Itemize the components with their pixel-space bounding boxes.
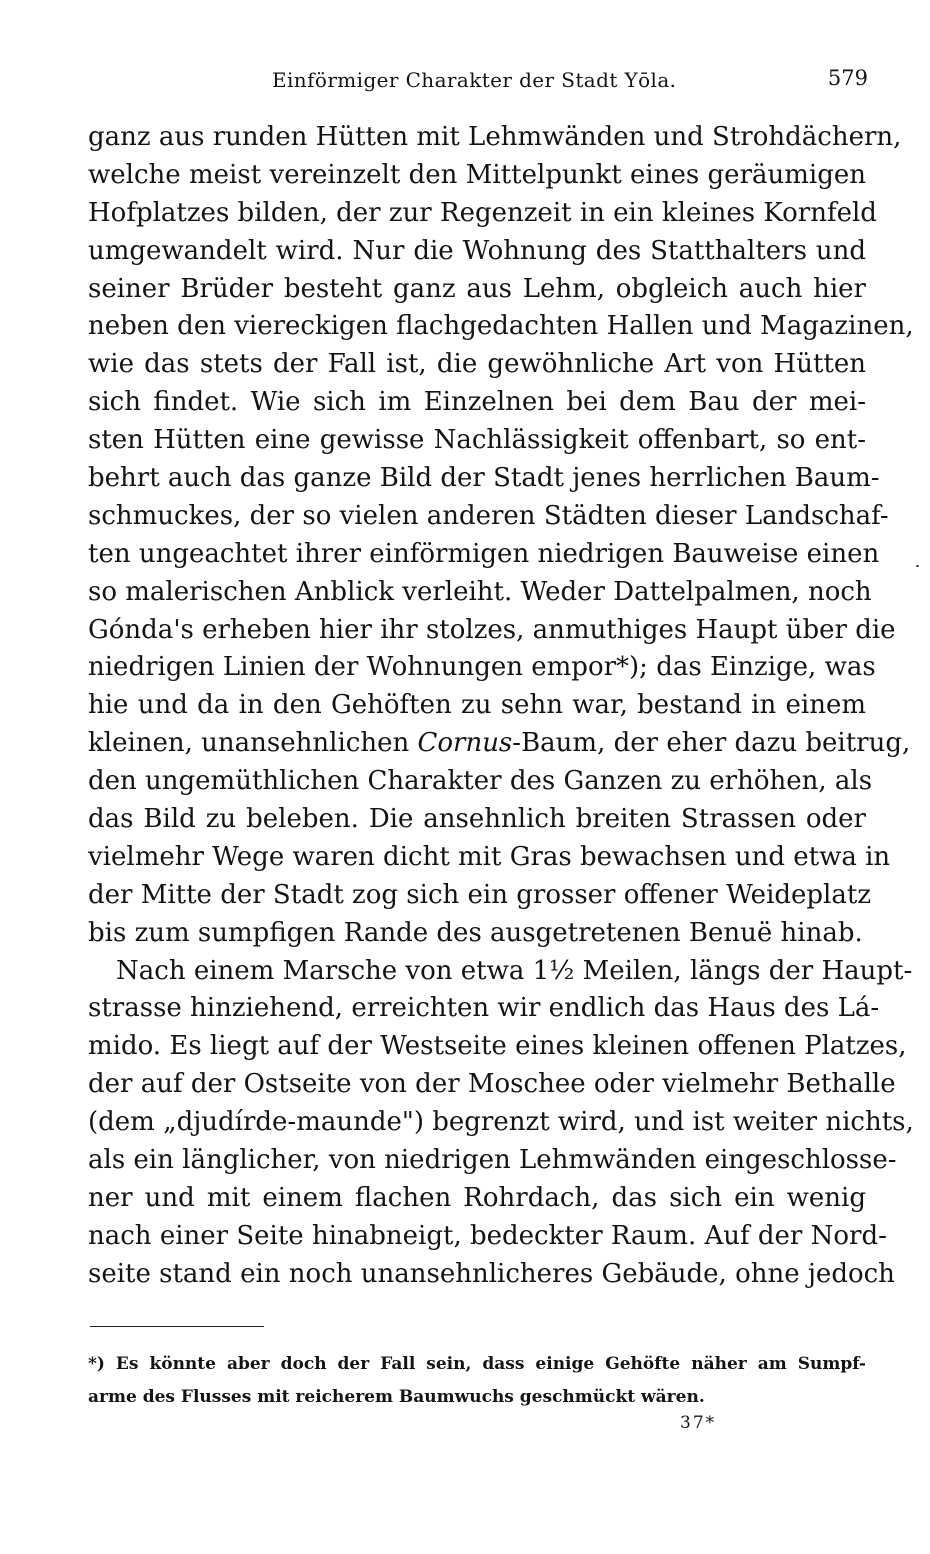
- text-line: Gónda's erheben hier ihr stolzes, anmuthiges Haupt über die: [88, 614, 896, 645]
- footnote-line: *) Es könnte aber doch der Fall sein, dass einige Gehöfte näher am Sumpf-: [88, 1354, 866, 1374]
- text-line: niedrigen Linien der Wohnungen empor*); das Einzige, was: [88, 652, 876, 683]
- text-line: nach einer Seite hinabneigt, bedeckter Raum. Auf der Nord-: [88, 1220, 887, 1251]
- paragraph-end-line: bis zum sumpfigen Rande des ausgetretenen Benuë hinab.: [88, 917, 863, 948]
- print-speck: [916, 565, 919, 567]
- footnote: [88, 1348, 866, 1414]
- text-line: sten Hütten eine gewisse Nachlässigkeit offenbart, so ent-: [88, 425, 866, 456]
- footnote-divider: [90, 1326, 264, 1327]
- text-line: als ein länglicher, von niedrigen Lehmwänden eingeschlosse-: [88, 1145, 897, 1176]
- text-segment: kleinen, unansehnlichen: [88, 728, 418, 759]
- text-line: umgewandelt wird. Nur die Wohnung des Statthalters und: [88, 235, 866, 266]
- text-line: so malerischen Anblick verleiht. Weder Dattelpalmen, noch: [88, 576, 872, 607]
- body-text: [88, 119, 914, 1294]
- signature-mark: 37*: [680, 1413, 717, 1433]
- text-line: vielmehr Wege waren dicht mit Gras bewachsen und etwa in: [88, 841, 891, 872]
- paragraph-start-line: Nach einem Marsche von etwa 1½ Meilen, längs der Haupt-: [116, 955, 913, 986]
- text-line: neben den viereckigen flachgedachten Hallen und Magazinen,: [88, 311, 914, 342]
- text-line: sich findet. Wie sich im Einzelnen bei dem Bau der mei-: [88, 387, 866, 418]
- page-number: 579: [827, 66, 868, 90]
- footnote-line: arme des Flusses mit reicherem Baumwuchs geschmückt wären.: [88, 1387, 705, 1407]
- text-line: strasse hinziehend, erreichten wir endlich das Haus des Lá-: [88, 993, 880, 1024]
- text-line-with-italic: [88, 725, 911, 763]
- text-line: der auf der Ostseite von der Moschee oder vielmehr Bethalle: [88, 1069, 896, 1100]
- text-line: hie und da in den Gehöften zu sehn war, bestand in einem: [88, 690, 866, 721]
- text-line: Hofplatzes bilden, der zur Regenzeit in ein kleines Kornfeld: [88, 197, 877, 228]
- text-line: welche meist vereinzelt den Mittelpunkt eines geräumigen: [88, 159, 866, 190]
- running-title: Einförmiger Charakter der Stadt Yōla.: [272, 68, 677, 92]
- text-line: das Bild zu beleben. Die ansehnlich breiten Strassen oder: [88, 804, 866, 835]
- text-segment: -Baum, der eher dazu beitrug,: [512, 728, 911, 759]
- text-line: behrt auch das ganze Bild der Stadt jenes herrlichen Baum-: [88, 463, 880, 494]
- text-line: ganz aus runden Hütten mit Lehmwänden und Strohdächern,: [88, 122, 902, 152]
- text-line: ner und mit einem flachen Rohrdach, das sich ein wenig: [88, 1182, 866, 1213]
- text-line: mido. Es liegt auf der Westseite eines kleinen offenen Platzes,: [88, 1031, 907, 1062]
- italic-term: Cornus: [417, 728, 513, 759]
- text-line: schmuckes, der so vielen anderen Städten dieser Landschaf-: [88, 500, 889, 531]
- text-line: ten ungeachtet ihrer einförmigen niedrigen Bauweise einen: [88, 538, 880, 569]
- text-line: den ungemüthlichen Charakter des Ganzen zu erhöhen, als: [88, 766, 873, 797]
- text-line: seite stand ein noch unansehnlicheres Gebäude, ohne jedoch: [88, 1258, 895, 1289]
- text-line: seiner Brüder besteht ganz aus Lehm, obgleich auch hier: [88, 273, 866, 304]
- text-line: der Mitte der Stadt zog sich ein grosser offener Weideplatz: [88, 879, 872, 910]
- text-line: (dem „djudírde-maunde") begrenzt wird, und ist weiter nichts,: [88, 1107, 914, 1138]
- text-line: wie das stets der Fall ist, die gewöhnliche Art von Hütten: [88, 349, 866, 380]
